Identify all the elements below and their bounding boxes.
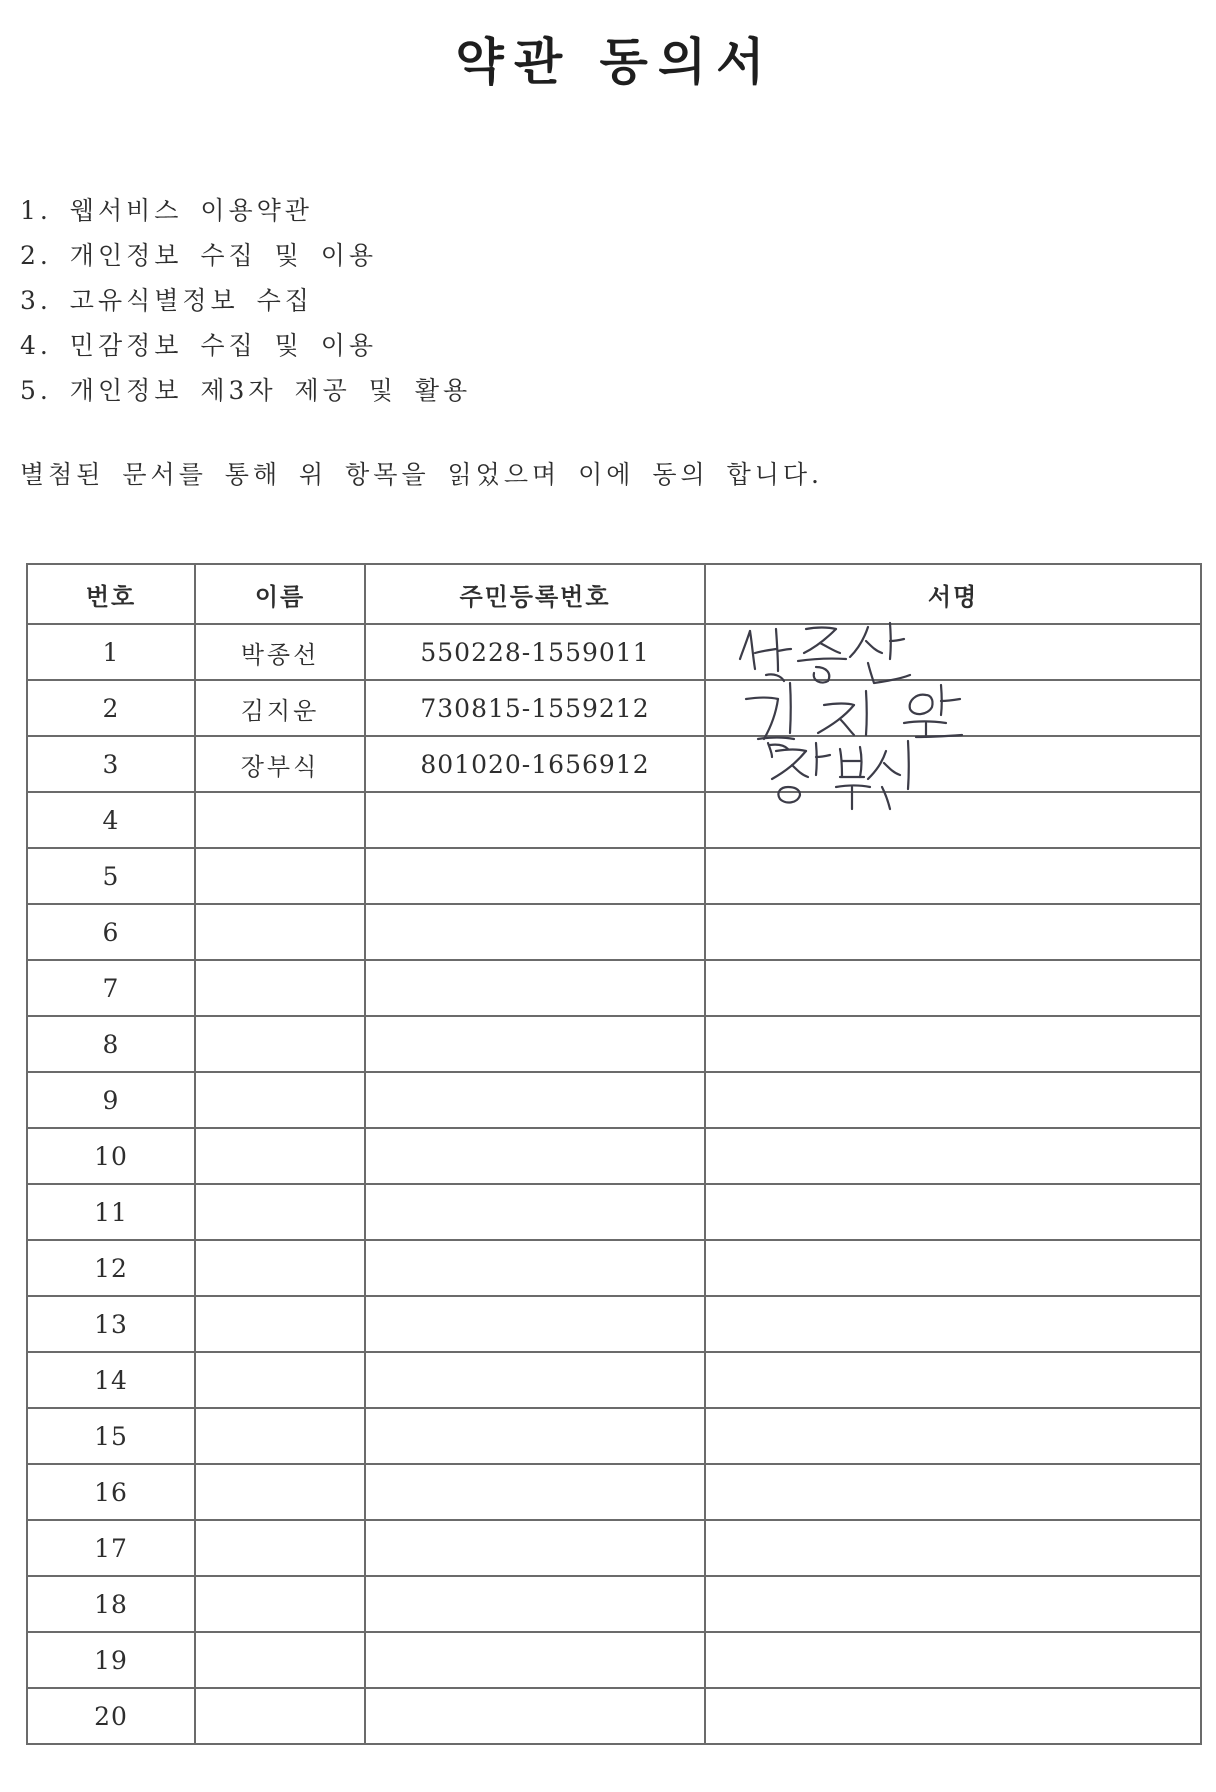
cell-signature xyxy=(705,1240,1201,1296)
cell-signature xyxy=(705,1352,1201,1408)
cell-number: 11 xyxy=(27,1184,195,1240)
cell-number: 16 xyxy=(27,1464,195,1520)
cell-name xyxy=(195,960,365,1016)
cell-signature xyxy=(705,792,1201,848)
cell-number: 6 xyxy=(27,904,195,960)
table-row xyxy=(27,1240,1201,1296)
cell-rrn xyxy=(365,1240,705,1296)
table-row xyxy=(27,1016,1201,1072)
cell-rrn xyxy=(365,1072,705,1128)
cell-rrn xyxy=(365,1128,705,1184)
cell-number: 17 xyxy=(27,1520,195,1576)
cell-rrn: 801020-1656912 xyxy=(365,736,705,792)
cell-number: 3 xyxy=(27,736,195,792)
agreement-item: 1. 웹서비스 이용약관 xyxy=(20,196,313,225)
cell-rrn xyxy=(365,1464,705,1520)
cell-signature xyxy=(705,904,1201,960)
cell-name xyxy=(195,848,365,904)
cell-number: 2 xyxy=(27,680,195,736)
cell-signature xyxy=(705,1688,1201,1744)
cell-name xyxy=(195,1408,365,1464)
cell-number: 8 xyxy=(27,1016,195,1072)
column-header-rrn: 주민등록번호 xyxy=(365,564,705,624)
table-row xyxy=(27,1576,1201,1632)
cell-name xyxy=(195,1296,365,1352)
table-header-row xyxy=(27,564,1201,624)
cell-signature xyxy=(705,1072,1201,1128)
cell-rrn: 730815-1559212 xyxy=(365,680,705,736)
document-title: 약관 동의서 xyxy=(455,33,775,91)
cell-name: 장부식 xyxy=(195,736,365,792)
consent-statement: 별첨된 문서를 통해 위 항목을 읽었으며 이에 동의 합니다. xyxy=(20,460,823,489)
table-row xyxy=(27,792,1201,848)
cell-rrn xyxy=(365,848,705,904)
cell-number: 4 xyxy=(27,792,195,848)
table-row xyxy=(27,848,1201,904)
table-row xyxy=(27,1688,1201,1744)
cell-name xyxy=(195,904,365,960)
cell-rrn xyxy=(365,1576,705,1632)
cell-signature xyxy=(705,1632,1201,1688)
table-row xyxy=(27,1184,1201,1240)
cell-name xyxy=(195,1352,365,1408)
agreement-item: 3. 고유식별정보 수집 xyxy=(20,286,313,315)
table-row xyxy=(27,1128,1201,1184)
agreement-item: 5. 개인정보 제3자 제공 및 활용 xyxy=(20,376,472,405)
table-row xyxy=(27,1632,1201,1688)
cell-signature xyxy=(705,1016,1201,1072)
cell-rrn xyxy=(365,1632,705,1688)
cell-name xyxy=(195,1184,365,1240)
cell-rrn xyxy=(365,792,705,848)
table-row xyxy=(27,960,1201,1016)
table-row xyxy=(27,736,1201,792)
cell-name xyxy=(195,1632,365,1688)
cell-name xyxy=(195,1576,365,1632)
table-body xyxy=(27,624,1201,1744)
cell-number: 9 xyxy=(27,1072,195,1128)
cell-rrn xyxy=(365,1296,705,1352)
cell-number: 20 xyxy=(27,1688,195,1744)
cell-signature xyxy=(705,1408,1201,1464)
table-row xyxy=(27,1072,1201,1128)
cell-rrn xyxy=(365,1184,705,1240)
cell-number: 7 xyxy=(27,960,195,1016)
table-row xyxy=(27,680,1201,736)
agreement-item-list xyxy=(20,188,471,413)
cell-rrn: 550228-1559011 xyxy=(365,624,705,680)
cell-name xyxy=(195,1016,365,1072)
cell-signature xyxy=(705,1520,1201,1576)
cell-rrn xyxy=(365,1352,705,1408)
cell-signature xyxy=(705,960,1201,1016)
cell-number: 10 xyxy=(27,1128,195,1184)
column-header-signature: 서명 xyxy=(705,564,1201,624)
cell-number: 1 xyxy=(27,624,195,680)
cell-name: 박종선 xyxy=(195,624,365,680)
cell-name xyxy=(195,1128,365,1184)
cell-number: 13 xyxy=(27,1296,195,1352)
cell-rrn xyxy=(365,960,705,1016)
column-header-name: 이름 xyxy=(195,564,365,624)
cell-name: 김지운 xyxy=(195,680,365,736)
agreement-item: 2. 개인정보 수집 및 이용 xyxy=(20,241,377,270)
table-row xyxy=(27,1520,1201,1576)
cell-signature xyxy=(705,1184,1201,1240)
cell-number: 19 xyxy=(27,1632,195,1688)
cell-name xyxy=(195,1464,365,1520)
cell-name xyxy=(195,1240,365,1296)
cell-name xyxy=(195,792,365,848)
cell-signature xyxy=(705,1296,1201,1352)
table-row xyxy=(27,1296,1201,1352)
cell-signature xyxy=(705,1128,1201,1184)
cell-rrn xyxy=(365,904,705,960)
table-row xyxy=(27,1352,1201,1408)
cell-number: 14 xyxy=(27,1352,195,1408)
signature-table xyxy=(26,563,1202,1745)
table-row xyxy=(27,1408,1201,1464)
table-row xyxy=(27,1464,1201,1520)
cell-name xyxy=(195,1520,365,1576)
cell-rrn xyxy=(365,1688,705,1744)
column-header-number: 번호 xyxy=(27,564,195,624)
cell-name xyxy=(195,1072,365,1128)
cell-number: 5 xyxy=(27,848,195,904)
cell-number: 12 xyxy=(27,1240,195,1296)
cell-rrn xyxy=(365,1520,705,1576)
cell-signature xyxy=(705,736,1201,792)
cell-number: 15 xyxy=(27,1408,195,1464)
cell-rrn xyxy=(365,1016,705,1072)
table-row xyxy=(27,904,1201,960)
cell-signature xyxy=(705,848,1201,904)
cell-number: 18 xyxy=(27,1576,195,1632)
cell-name xyxy=(195,1688,365,1744)
cell-rrn xyxy=(365,1408,705,1464)
agreement-item: 4. 민감정보 수집 및 이용 xyxy=(20,331,377,360)
table-row xyxy=(27,624,1201,680)
cell-signature xyxy=(705,1464,1201,1520)
cell-signature xyxy=(705,1576,1201,1632)
